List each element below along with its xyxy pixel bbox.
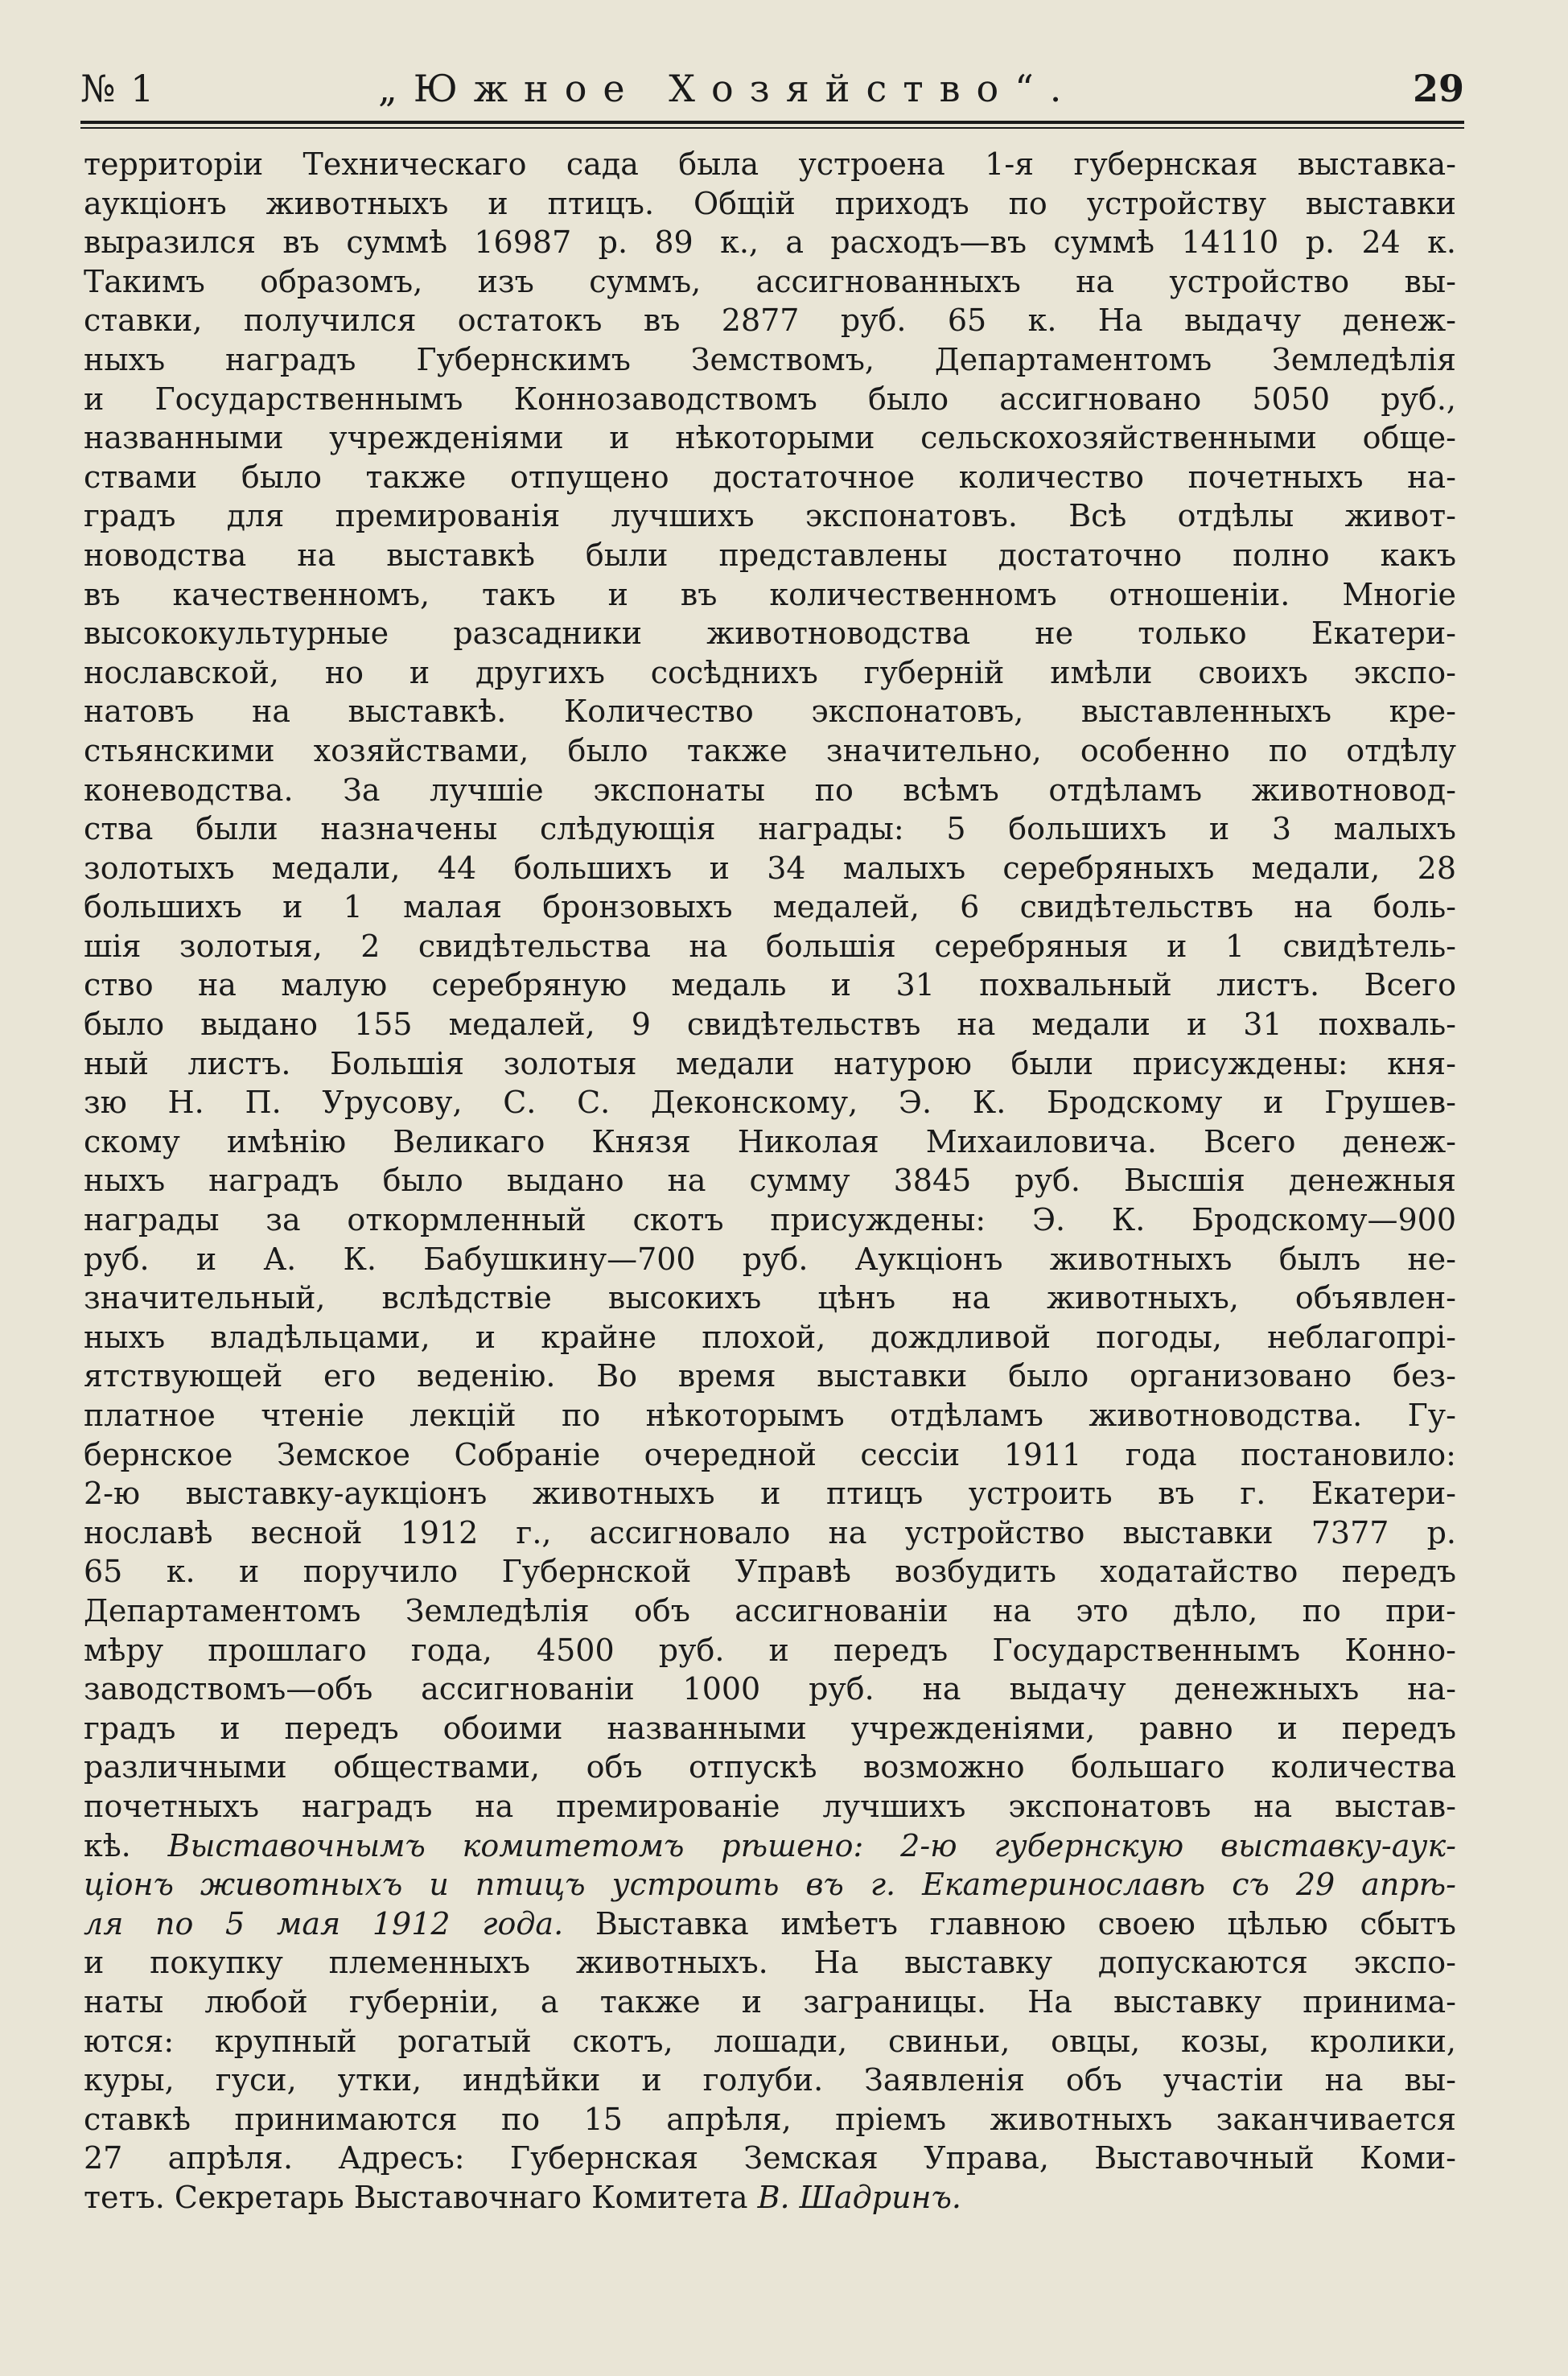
journal-title: „Южное Хозяйство“. bbox=[378, 67, 1078, 110]
line-text: нославѣ весной 1912 г., ассигновало на устройство выставки 7377 р. bbox=[84, 1514, 1456, 1550]
text-line bbox=[84, 418, 1456, 458]
text-line bbox=[84, 1826, 1456, 1866]
line-text: ныхъ наградъ Губернскимъ Земствомъ, Департаментомъ Земледѣлiя bbox=[84, 341, 1456, 377]
text-line bbox=[84, 1748, 1456, 1787]
text-line bbox=[84, 1943, 1456, 1983]
text-line bbox=[84, 1044, 1456, 1084]
line-text: значительный, вслѣдствiе высокихъ цѣнъ на животныхъ, объявлен- bbox=[84, 1280, 1456, 1316]
text-line bbox=[84, 536, 1456, 575]
line-text: 27 апрѣля. Адресъ: Губернская Земская Управа, Выставочный Коми- bbox=[84, 2140, 1456, 2176]
text-line bbox=[84, 1435, 1456, 1475]
line-text: ятствующей его веденiю. Во время выставки было организовано без- bbox=[84, 1358, 1456, 1394]
text-line bbox=[84, 1083, 1456, 1122]
line-text: градъ для премированiя лучшихъ экспонатовъ. Всѣ отдѣлы живот- bbox=[84, 498, 1456, 534]
text-line bbox=[84, 184, 1456, 224]
text-line bbox=[84, 1474, 1456, 1513]
text-line bbox=[84, 1592, 1456, 1631]
line-text: Выставка имѣетъ главною своею цѣлью сбытъ bbox=[563, 1905, 1456, 1942]
text-line bbox=[84, 1670, 1456, 1709]
line-text: новодства на выставкѣ были представлены достаточно полно какъ bbox=[84, 537, 1456, 573]
line-text: высококультурные разсадники животноводства не только Екатери- bbox=[84, 616, 1456, 652]
text-line bbox=[84, 145, 1456, 184]
text-line bbox=[84, 849, 1456, 888]
line-text: было выдано 155 медалей, 9 свидѣтельствъ на медали и 31 похваль- bbox=[84, 1007, 1456, 1043]
running-header bbox=[80, 63, 1464, 114]
text-line bbox=[84, 771, 1456, 810]
text-line bbox=[84, 262, 1456, 302]
line-italic-text: В. Шадринъ. bbox=[757, 2179, 961, 2215]
line-text: 2-ю выставку-аукцiонъ животныхъ и птицъ устроить въ г. Екатери- bbox=[84, 1476, 1456, 1512]
line-text: коневодства. За лучшiе экспонаты по всѣмъ отдѣламъ животновод- bbox=[84, 772, 1456, 808]
text-line bbox=[84, 1513, 1456, 1553]
text-line bbox=[84, 380, 1456, 419]
line-text: зю Н. П. Урусову, С. С. Деконскому, Э. К. Бродскому и Грушев- bbox=[84, 1085, 1456, 1121]
text-line bbox=[84, 887, 1456, 927]
line-text: почетныхъ наградъ на премированiе лучшихъ экспонатовъ на выстав- bbox=[84, 1788, 1456, 1824]
line-text: ства были назначены слѣдующiя награды: 5 большихъ и 3 малыхъ bbox=[84, 811, 1456, 847]
text-line bbox=[84, 1318, 1456, 1357]
text-line bbox=[84, 927, 1456, 966]
text-line bbox=[84, 1709, 1456, 1748]
text-line bbox=[84, 692, 1456, 731]
text-line bbox=[84, 1357, 1456, 1396]
text-line bbox=[84, 809, 1456, 849]
line-text: территорiи Техническаго сада была устроена 1-я губернская выставка- bbox=[84, 146, 1456, 182]
text-line bbox=[84, 1787, 1456, 1826]
text-line bbox=[84, 2022, 1456, 2061]
line-text: платное чтенiе лекцiй по нѣкоторымъ отдѣламъ животноводства. Гу- bbox=[84, 1398, 1456, 1433]
line-italic-text: ля по 5 мая 1912 года. bbox=[84, 1905, 564, 1942]
text-line bbox=[84, 1240, 1456, 1279]
text-line bbox=[84, 1200, 1456, 1240]
line-text: и Государственнымъ Коннозаводствомъ было ассигновано 5050 руб., bbox=[84, 381, 1456, 417]
article-body bbox=[84, 145, 1456, 2217]
line-text: ставки, получился остатокъ въ 2877 руб. 65 к. На выдачу денеж- bbox=[84, 303, 1456, 339]
line-text: ство на малую серебряную медаль и 31 похвальный листъ. Всего bbox=[84, 967, 1456, 1003]
line-text: тетъ. Секретарь Выставочнаго Комитета bbox=[84, 2179, 758, 2215]
line-text: натовъ на выставкѣ. Количество экспонатовъ, выставленныхъ кре- bbox=[84, 694, 1456, 730]
line-text: аукцiонъ животныхъ и птицъ. Общiй приходъ по устройству выставки bbox=[84, 185, 1456, 221]
line-text: градъ и передъ обоими названными учрежденiями, равно и передъ bbox=[84, 1710, 1456, 1746]
line-text: шiя золотыя, 2 свидѣтельства на большiя серебряныя и 1 свидѣтель- bbox=[84, 928, 1456, 964]
text-line bbox=[84, 496, 1456, 536]
line-text: ставкѣ принимаются по 15 апрѣля, прiемъ животныхъ заканчивается bbox=[84, 2101, 1456, 2137]
line-text: ный листъ. Большiя золотыя медали натурою были присуждены: кня- bbox=[84, 1045, 1456, 1081]
line-text: золотыхъ медали, 44 большихъ и 34 малыхъ серебряныхъ медали, 28 bbox=[84, 850, 1456, 886]
line-text: Такимъ образомъ, изъ суммъ, ассигнованныхъ на устройство вы- bbox=[84, 263, 1456, 299]
text-line bbox=[84, 1279, 1456, 1318]
line-text: ныхъ владѣльцами, и крайне плохой, дождливой погоды, неблагопрi- bbox=[84, 1319, 1456, 1355]
text-line bbox=[84, 2061, 1456, 2100]
text-line bbox=[84, 575, 1456, 615]
line-text: нославской, но и другихъ сосѣднихъ губернiй имѣли своихъ экспо- bbox=[84, 654, 1456, 690]
text-line bbox=[84, 1552, 1456, 1592]
line-text: названными учрежденiями и нѣкоторыми сельскохозяйственными обще- bbox=[84, 420, 1456, 456]
line-text: 65 к. и поручило Губернской Управѣ возбудить ходатайство передъ bbox=[84, 1554, 1456, 1590]
line-text: въ качественномъ, такъ и въ количественномъ отношенiи. Многiе bbox=[84, 576, 1456, 612]
line-text: куры, гуси, утки, индѣйки и голуби. Заявленiя объ участiи на вы- bbox=[84, 2062, 1456, 2098]
text-line bbox=[84, 2178, 1456, 2217]
text-line bbox=[84, 653, 1456, 693]
line-text: мѣру прошлаго года, 4500 руб. и передъ Государственнымъ Конно- bbox=[84, 1632, 1456, 1668]
line-text: различными обществами, объ отпускѣ возможно большаго количества bbox=[84, 1749, 1456, 1785]
text-line bbox=[84, 966, 1456, 1005]
line-text: ныхъ наградъ было выдано на сумму 3845 руб. Высшiя денежныя bbox=[84, 1163, 1456, 1199]
text-line bbox=[84, 1122, 1456, 1162]
line-text: и покупку племенныхъ животныхъ. На выставку допускаются экспо- bbox=[84, 1945, 1456, 1981]
text-line bbox=[84, 1865, 1456, 1905]
header-rule-thick bbox=[80, 121, 1464, 124]
page-number: 29 bbox=[1412, 67, 1464, 110]
line-text: ются: крупный рогатый скотъ, лошади, свиньи, овцы, козы, кролики, bbox=[84, 2023, 1456, 2059]
line-text: награды за откормленный скотъ присуждены: Э. К. Бродскому—900 bbox=[84, 1202, 1456, 1238]
text-line bbox=[84, 1161, 1456, 1200]
text-line bbox=[84, 1983, 1456, 2022]
line-text: Департаментомъ Земледѣлiя объ ассигнованiи на это дѣло, по при- bbox=[84, 1592, 1456, 1629]
line-text: руб. и А. К. Бабушкину—700 руб. Аукцiонъ животныхъ былъ не- bbox=[84, 1241, 1456, 1277]
text-line bbox=[84, 614, 1456, 653]
line-italic-text: Выставочнымъ комитетомъ рѣшено: 2-ю губернскую выставку-аук- bbox=[167, 1827, 1456, 1863]
line-text: стьянскими хозяйствами, было также значительно, особенно по отдѣлу bbox=[84, 732, 1456, 768]
issue-number: № 1 bbox=[80, 67, 156, 110]
line-text: ствами было также отпущено достаточное количество почетныхъ на- bbox=[84, 459, 1456, 495]
line-text: заводствомъ—объ ассигнованiи 1000 руб. на выдачу денежныхъ на- bbox=[84, 1671, 1456, 1707]
line-italic-text: цiонъ животныхъ и птицъ устроить въ г. Екатеринославѣ съ 29 апрѣ- bbox=[84, 1867, 1456, 1903]
text-line bbox=[84, 1631, 1456, 1670]
text-line bbox=[84, 1396, 1456, 1435]
line-text: кѣ. bbox=[84, 1827, 168, 1863]
header-rule-thin bbox=[80, 127, 1464, 129]
text-line bbox=[84, 1005, 1456, 1044]
text-line bbox=[84, 731, 1456, 771]
line-text: большихъ и 1 малая бронзовыхъ медалей, 6 свидѣтельствъ на боль- bbox=[84, 889, 1456, 925]
text-line bbox=[84, 2100, 1456, 2139]
text-line bbox=[84, 458, 1456, 497]
text-line bbox=[84, 340, 1456, 380]
line-text: выразился въ суммѣ 16987 р. 89 к., а расходъ—въ суммѣ 14110 р. 24 к. bbox=[84, 224, 1456, 261]
line-text: бернское Земское Собранiе очередной сессiи 1911 года постановило: bbox=[84, 1436, 1456, 1472]
line-text: наты любой губернiи, а также и заграницы. На выставку принима- bbox=[84, 1983, 1456, 2020]
text-line bbox=[84, 2139, 1456, 2178]
text-line bbox=[84, 301, 1456, 340]
text-line bbox=[84, 223, 1456, 262]
line-text: скому имѣнiю Великаго Князя Николая Михаиловича. Всего денеж- bbox=[84, 1123, 1456, 1159]
text-line bbox=[84, 1905, 1456, 1944]
